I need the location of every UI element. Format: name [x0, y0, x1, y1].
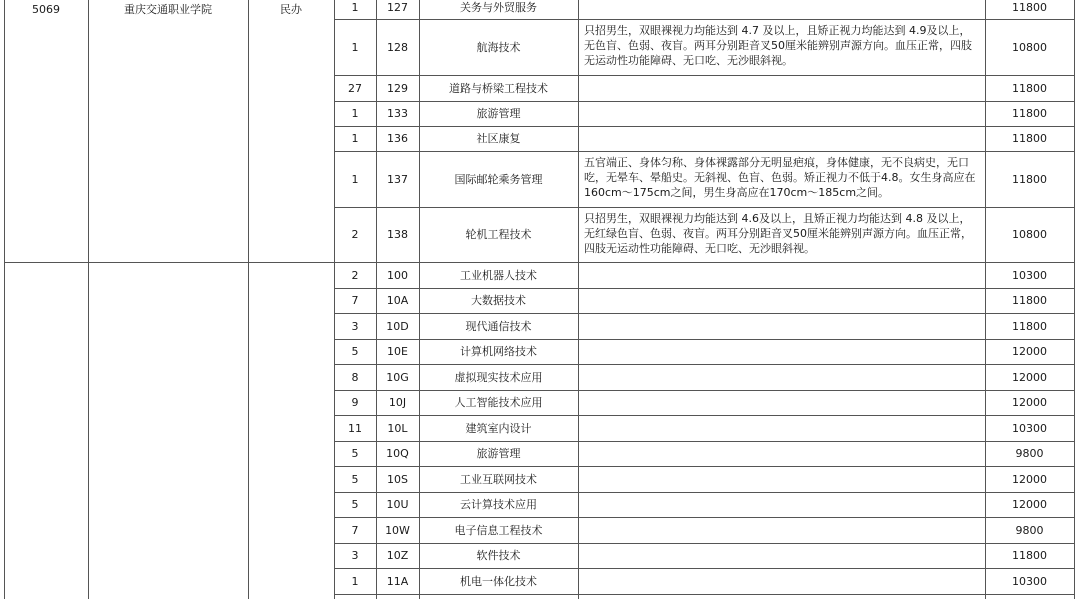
admission-requirements	[578, 467, 985, 492]
tuition-fee: 12000	[1012, 345, 1047, 358]
tuition-fee: 10300	[1012, 269, 1047, 282]
tuition-fee: 11800	[1012, 294, 1047, 307]
plan-count: 1	[351, 132, 359, 145]
major-name: 旅游管理	[476, 107, 521, 120]
major-name: 工业互联网技术	[460, 473, 537, 486]
row-border	[334, 594, 1075, 595]
major-name: 建筑室内设计	[465, 422, 532, 435]
plan-count: 11	[348, 422, 362, 435]
tuition-fee: 10300	[1012, 575, 1047, 588]
admission-requirements	[578, 76, 985, 101]
admission-requirements	[578, 442, 985, 466]
admission-requirements	[578, 569, 985, 594]
major-code: 10G	[386, 371, 409, 384]
plan-count: 7	[351, 294, 359, 307]
institution-code: 5069	[32, 3, 60, 16]
plan-count: 1	[351, 575, 359, 588]
institution-name: 重庆交通职业学院	[124, 3, 212, 16]
major-code: 11A	[386, 575, 409, 588]
major-name: 轮机工程技术	[465, 228, 532, 241]
ownership-type: 民办	[280, 3, 302, 16]
tuition-fee: 11800	[1012, 82, 1047, 95]
plan-count: 3	[351, 320, 359, 333]
tuition-fee: 11800	[1012, 1, 1047, 14]
major-code: 10U	[386, 498, 409, 511]
tuition-fee: 12000	[1012, 396, 1047, 409]
major-name: 机电一体化技术	[460, 575, 537, 588]
admission-requirements	[578, 493, 985, 517]
major-code: 133	[387, 107, 408, 120]
ownership-type	[248, 264, 334, 281]
major-code: 129	[387, 82, 408, 95]
major-code: 10E	[387, 345, 408, 358]
major-name: 大数据技术	[471, 294, 526, 307]
admission-requirements	[578, 289, 985, 313]
admission-requirements: 只招男生，双眼裸视力均能达到 4.7 及以上，且矫正视力均能达到 4.9及以上，无色盲、色弱、夜盲。两耳分别距音叉50厘米能辨别声源方向。血压正常，四肢无运动性功能障碍、无口吃、无沙眼斜视。	[584, 24, 972, 67]
major-name: 电子信息工程技术	[454, 524, 543, 537]
admission-requirements	[578, 314, 985, 339]
major-name: 国际邮轮乘务管理	[454, 173, 543, 186]
tuition-fee: 11800	[1012, 549, 1047, 562]
plan-count: 1	[351, 41, 359, 54]
plan-count: 1	[351, 173, 359, 186]
major-code: 10L	[387, 422, 408, 435]
admission-requirements	[578, 263, 985, 288]
major-name: 社区康复	[476, 132, 521, 145]
tuition-fee: 11800	[1012, 320, 1047, 333]
tuition-fee: 11800	[1012, 173, 1047, 186]
tuition-fee: 11800	[1012, 107, 1047, 120]
tuition-fee: 12000	[1012, 473, 1047, 486]
tuition-fee: 9800	[1015, 524, 1044, 537]
major-code: 10J	[388, 396, 407, 409]
group-border	[4, 262, 335, 263]
major-code: 10W	[385, 524, 410, 537]
major-name: 航海技术	[476, 41, 521, 54]
major-name: 关务与外贸服务	[460, 1, 537, 14]
plan-count: 1	[351, 107, 359, 120]
major-code: 10S	[387, 473, 408, 486]
column-border	[248, 0, 249, 599]
plan-count: 3	[351, 549, 359, 562]
major-name: 云计算技术应用	[460, 498, 537, 511]
tuition-fee: 9800	[1015, 447, 1044, 460]
plan-count: 2	[351, 228, 359, 241]
institution-name	[88, 264, 248, 281]
plan-count: 5	[351, 498, 359, 511]
major-name: 现代通信技术	[465, 320, 532, 333]
major-name: 工业机器人技术	[460, 269, 537, 282]
plan-count: 5	[351, 473, 359, 486]
admission-requirements	[578, 0, 985, 19]
plan-count: 7	[351, 524, 359, 537]
major-code: 10Q	[386, 447, 409, 460]
tuition-fee: 11800	[1012, 132, 1047, 145]
major-code: 10Z	[386, 549, 409, 562]
major-code: 137	[387, 173, 408, 186]
plan-count: 5	[351, 447, 359, 460]
admission-requirements	[578, 127, 985, 151]
plan-count: 27	[348, 82, 362, 95]
column-border	[88, 0, 89, 599]
plan-count: 9	[351, 396, 359, 409]
major-code: 10D	[386, 320, 409, 333]
admission-requirements	[578, 391, 985, 415]
plan-count: 2	[351, 269, 359, 282]
major-code: 138	[387, 228, 408, 241]
tuition-fee: 12000	[1012, 371, 1047, 384]
admission-requirements	[578, 518, 985, 543]
tuition-fee: 12000	[1012, 498, 1047, 511]
admission-requirements	[578, 416, 985, 441]
major-name: 旅游管理	[476, 447, 521, 460]
column-border	[4, 0, 5, 599]
major-code: 128	[387, 41, 408, 54]
major-name: 人工智能技术应用	[454, 396, 543, 409]
plan-count: 1	[351, 1, 359, 14]
column-border	[1074, 0, 1075, 599]
major-code: 127	[387, 1, 408, 14]
tuition-fee: 10800	[1012, 228, 1047, 241]
major-name: 虚拟现实技术应用	[454, 371, 543, 384]
major-name: 软件技术	[476, 549, 521, 562]
admission-requirements	[578, 544, 985, 568]
major-code: 10A	[386, 294, 409, 307]
major-name: 计算机网络技术	[460, 345, 537, 358]
tuition-fee: 10800	[1012, 41, 1047, 54]
admission-requirements: 只招男生，双眼裸视力均能达到 4.6及以上，且矫正视力均能达到 4.8 及以上，无红绿色盲、色弱、夜盲。两耳分别距音叉50厘米能辨别声源方向。血压正常，四肢无运动性功能障碍、无口吃、无沙眼斜视。	[584, 212, 972, 255]
plan-count: 8	[351, 371, 359, 384]
admission-requirements	[578, 102, 985, 126]
major-code: 136	[387, 132, 408, 145]
plan-count: 5	[351, 345, 359, 358]
institution-code	[4, 264, 88, 281]
admission-requirements	[578, 340, 985, 364]
admission-requirements	[578, 365, 985, 390]
major-name: 道路与桥梁工程技术	[449, 82, 548, 95]
admission-requirements: 五官端正、身体匀称、身体裸露部分无明显疤痕，身体健康，无不良病史，无口吃，无晕车、晕船史。无斜视、色盲、色弱。矫正视力不低于4.8。女生身高应在160cm～175cm之间，男生身高应在170cm～185cm之间。	[584, 156, 976, 199]
tuition-fee: 10300	[1012, 422, 1047, 435]
major-code: 100	[387, 269, 408, 282]
